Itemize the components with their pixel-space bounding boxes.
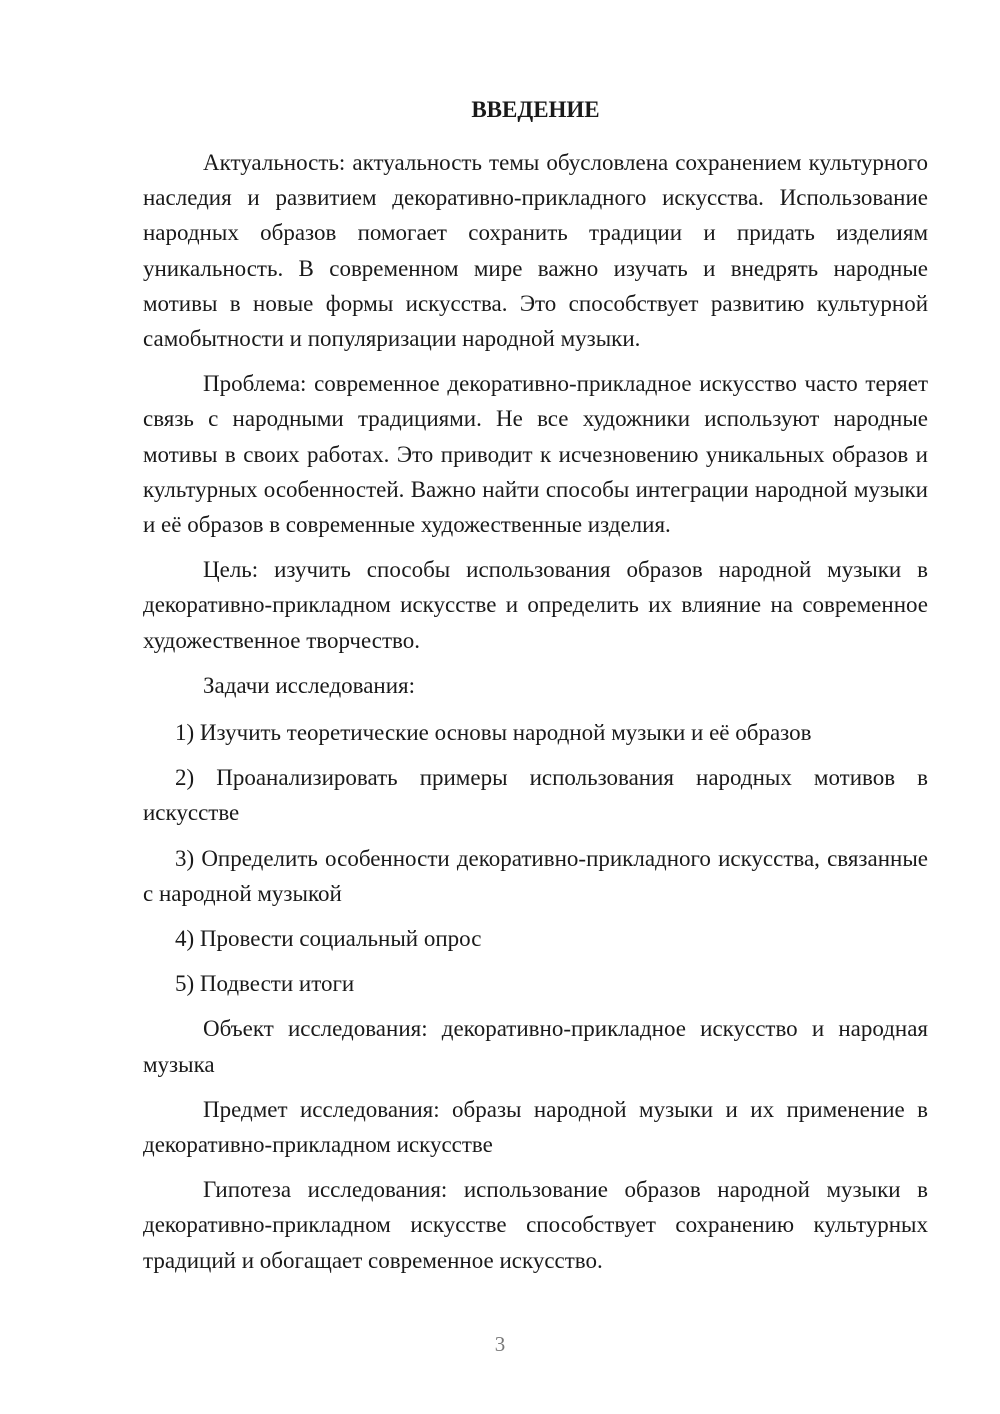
tasks-heading: Задачи исследования:: [203, 672, 416, 698]
tasks-list: [143, 715, 928, 1001]
paragraph-problem: Проблема: современное декоративно-прикладное искусство часто теряет связь с народными традициями. Не все художники используют народные мотивы в своих работах. Это приводит к исчезновению уникальных образов и культурных особенностей. Важно найти способы интеграции народной музыки и её образов в современные художественные изделия.: [143, 371, 928, 538]
page-number: 3: [494, 1332, 506, 1356]
task-item-3: 3) Определить особенности декоративно-прикладного искусства, связанные с народной музыкой: [143, 845, 928, 906]
task-item-2: 2) Проанализировать примеры использования народных мотивов в искусстве: [143, 765, 928, 826]
task-item-5: 5) Подвести итоги: [175, 971, 355, 997]
section-title: ВВЕДЕНИЕ: [471, 97, 600, 122]
paragraph-object: Объект исследования: декоративно-прикладное искусство и народная музыка: [143, 1016, 928, 1077]
task-item-1: 1) Изучить теоретические основы народной музыки и её образов: [175, 720, 812, 746]
paragraph-subject: Предмет исследования: образы народной музыки и их применение в декоративно-прикладном искусстве: [143, 1096, 928, 1158]
document-page: [143, 92, 928, 1288]
paragraph-hypothesis: Гипотеза исследования: использование образов народной музыки в декоративно-прикладном искусстве способствует сохранению культурных традиций и обогащает современное искусство.: [143, 1177, 928, 1273]
task-item-4: 4) Провести социальный опрос: [175, 926, 482, 952]
paragraph-relevance: Актуальность: актуальность темы обусловлена сохранением культурного наследия и развитием декоративно-прикладного искусства. Использование народных образов помогает сохранить традиции и придать изделиям уникальность. В современном мире важно изучать и внедрять народные мотивы в новые формы искусства. Это способствует развитию культурной самобытности и популяризации народной музыки.: [143, 150, 928, 352]
paragraph-goal: Цель: изучить способы использования образов народной музыки в декоративно-прикладном искусстве и определить их влияние на современное художественное творчество.: [143, 557, 928, 653]
